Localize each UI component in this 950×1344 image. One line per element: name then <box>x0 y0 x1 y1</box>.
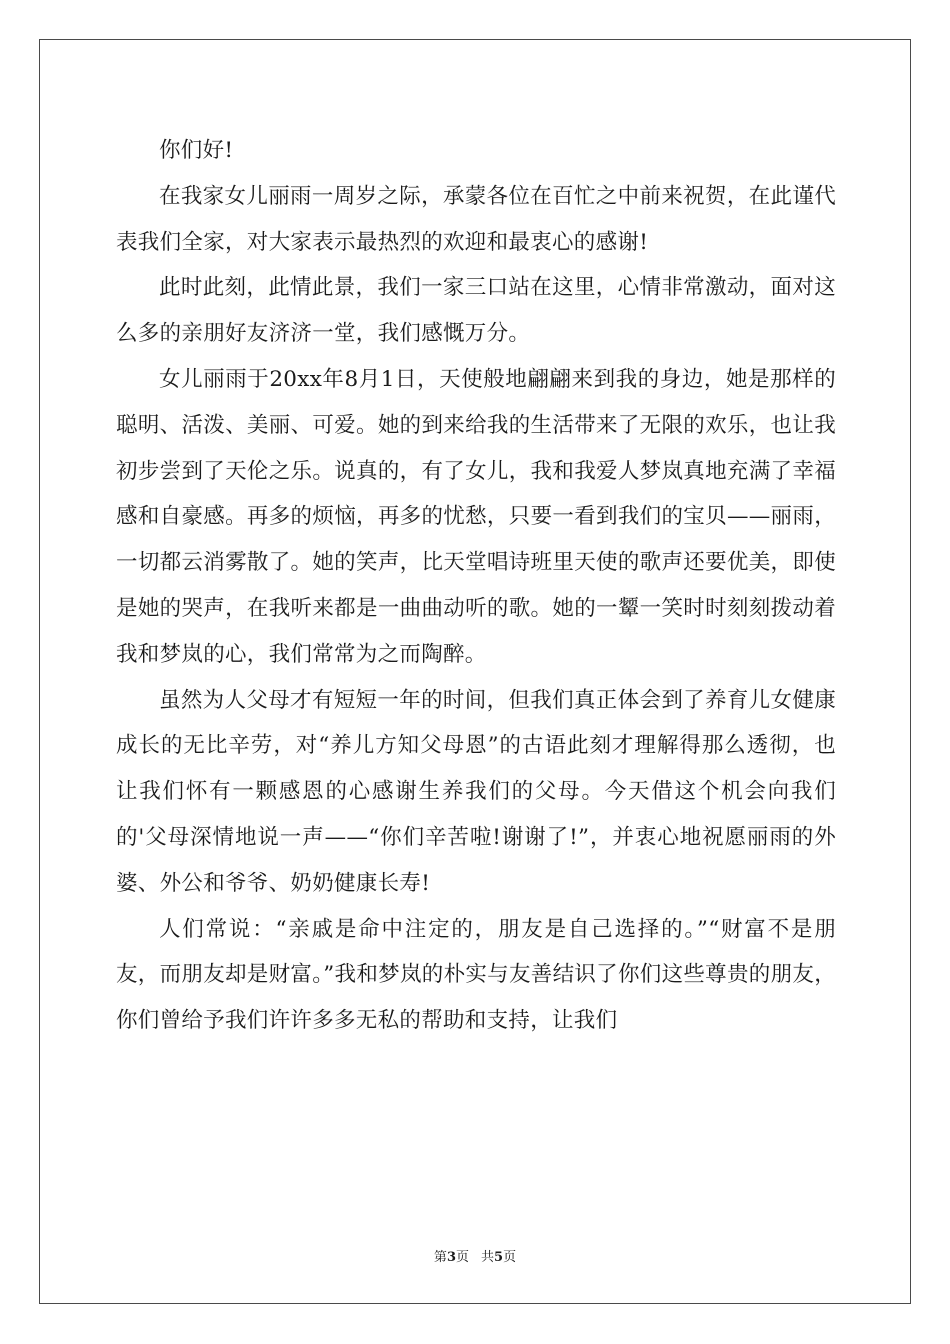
page-suffix: 页 <box>455 1250 469 1265</box>
paragraph-parents: 虽然为人父母才有短短一年的时间，但我们真正体会到了养育儿女健康成长的无比辛劳，对“养儿方知父母恩”的古语此刻才理解得那么透彻，也让我们怀有一颗感恩的心感谢生养我们的父母。今天借这个机会向我们的'父母深情地说一声——“你们辛苦啦!谢谢了!”，并衷心地祝愿丽雨的外婆、外公和爷爷、奶奶健康长寿! <box>116 687 836 896</box>
page-footer <box>0 1246 950 1265</box>
current-page-number: 3 <box>446 1250 456 1265</box>
page-prefix: 第 <box>433 1250 447 1265</box>
document-body <box>116 128 836 1044</box>
total-prefix: 共 <box>481 1250 495 1265</box>
greeting-paragraph: 你们好! <box>159 138 234 163</box>
total-pages-number: 5 <box>494 1250 504 1265</box>
total-suffix: 页 <box>503 1250 517 1265</box>
paragraph-emotion: 此时此刻，此情此景，我们一家三口站在这里，心情非常激动，面对这么多的亲朋好友济济一堂，我们感慨万分。 <box>116 275 836 347</box>
paragraph-daughter: 女儿丽雨于20xx年8月1日，天使般地翩翩来到我的身边，她是那样的聪明、活泼、美丽、可爱。她的到来给我的生活带来了无限的欢乐，也让我初步尝到了天伦之乐。说真的，有了女儿，我和我爱人梦岚真地充满了幸福感和自豪感。再多的烦恼，再多的忧愁，只要一看到我们的宝贝——丽雨，一切都云消雾散了。她的笑声，比天堂唱诗班里天使的歌声还要优美，即使是她的哭声，在我听来都是一曲曲动听的歌。她的一颦一笑时时刻刻拨动着我和梦岚的心，我们常常为之而陶醉。 <box>116 366 836 667</box>
paragraph-thanks: 在我家女儿丽雨一周岁之际，承蒙各位在百忙之中前来祝贺，在此谨代表我们全家，对大家表示最热烈的欢迎和最衷心的感谢! <box>116 183 836 255</box>
paragraph-friends: 人们常说：“亲戚是命中注定的，朋友是自己选择的。”“财富不是朋友，而朋友却是财富。”我和梦岚的朴实与友善结识了你们这些尊贵的朋友，你们曾给予我们许许多多无私的帮助和支持，让我们 <box>116 916 836 1034</box>
